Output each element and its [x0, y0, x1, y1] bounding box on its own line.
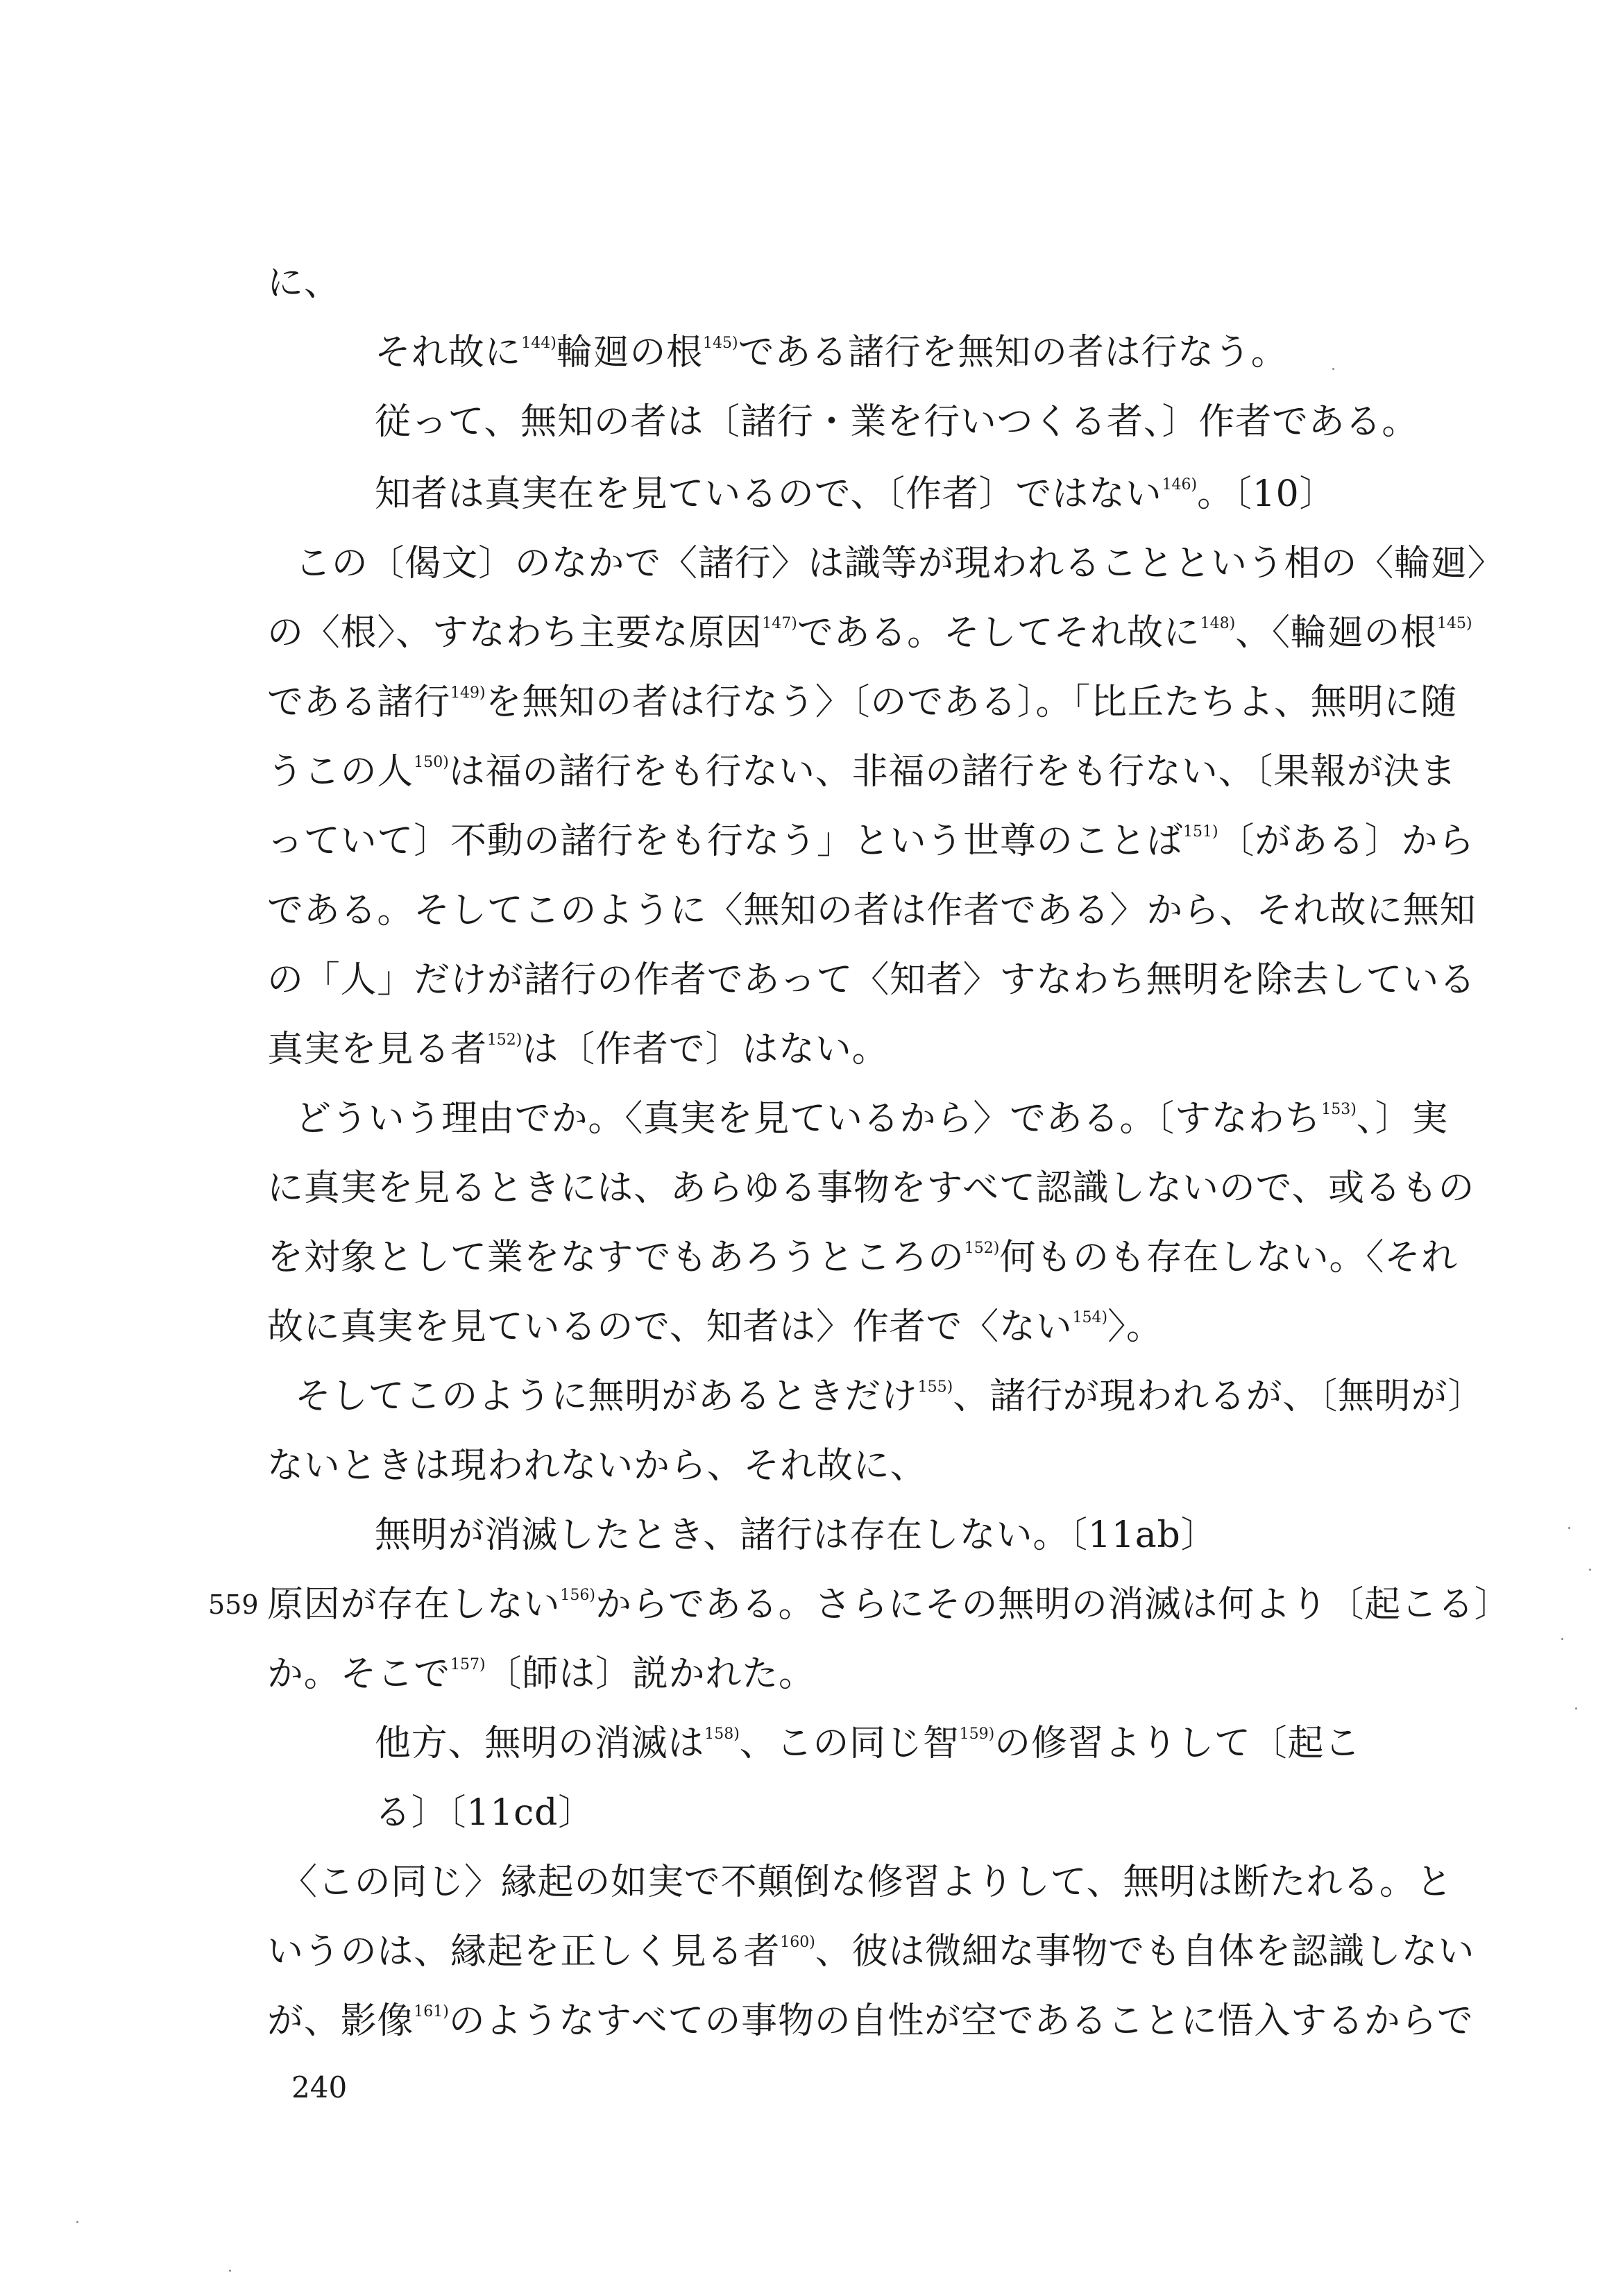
- text-line: [267, 1237, 1458, 1278]
- text-span: 〔師は〕説かれた。: [485, 1653, 815, 1695]
- text-line: [267, 890, 1476, 931]
- footnote-ref: 153): [1321, 1101, 1357, 1118]
- text-span: 、〈輪廻の根: [1235, 612, 1437, 654]
- scan-speck: [76, 2221, 78, 2223]
- text-span: 輪廻の根: [556, 332, 703, 373]
- text-line: [267, 682, 1457, 723]
- footnote-ref: 145): [1436, 615, 1472, 632]
- paragraph-first-line: [295, 543, 1504, 584]
- text-span: 知者は真実在を見ているので、〔作者〕ではない: [375, 473, 1162, 515]
- text-span: 無明が消滅したとき、諸行は存在しない。〔11ab〕: [375, 1514, 1218, 1556]
- text-span: か。そこで: [267, 1653, 451, 1695]
- text-span: 他方、無明の消滅は: [375, 1723, 705, 1764]
- text-span: この〔偈文〕のなかで〈諸行〉は識等が現われることという相の〈輪廻〉: [295, 543, 1504, 584]
- scan-speck: [1575, 1707, 1577, 1710]
- scan-speck: [1332, 368, 1334, 370]
- text-span: の修習よりして〔起こ: [994, 1723, 1361, 1764]
- text-span: 〈この同じ〉縁起の如実で不顛倒な修習よりして、無明は断たれる。と: [281, 1862, 1453, 1903]
- verse-line: [375, 1723, 1361, 1764]
- text-line: [267, 1029, 888, 1070]
- text-span: 〔がある〕から: [1218, 820, 1475, 862]
- text-line: [267, 1306, 1163, 1348]
- text-span: を対象として業をなすでもあろうところの: [267, 1237, 965, 1278]
- text-line: [267, 1931, 1475, 1973]
- text-span: それ故に: [375, 332, 522, 373]
- text-span: どういう理由でか。〈真実を見ているから〉である。〔すなわち: [295, 1098, 1322, 1140]
- text-line: [267, 820, 1475, 862]
- text-span: 。〔10〕: [1197, 473, 1336, 515]
- text-span: は〔作者で〕はない。: [522, 1029, 889, 1070]
- scan-speck: [1568, 1527, 1570, 1529]
- footnote-ref: 148): [1200, 615, 1236, 632]
- text-span: の「人」だけが諸行の作者であって〈知者〉すなわち無明を除去している: [267, 959, 1476, 1001]
- text-span: の〈根〉、すなわち主要な原因: [267, 612, 763, 654]
- text-line: [267, 262, 341, 304]
- footnote-ref: 160): [780, 1934, 815, 1951]
- text-span: 原因が存在しない: [267, 1584, 561, 1626]
- text-span: からである。さらにその無明の消滅は何より〔起こる〕: [595, 1584, 1511, 1626]
- text-line: [267, 1445, 926, 1487]
- verse-line: [375, 473, 1336, 515]
- text-line: [267, 959, 1476, 1001]
- text-span: を無知の者は行なう〉〔のである〕。「比丘たちよ、無明に随: [485, 682, 1457, 723]
- text-span: ないときは現われないから、それ故に、: [267, 1445, 927, 1487]
- verse-line: [375, 332, 1288, 373]
- text-span: である諸行: [267, 682, 451, 723]
- footnote-ref: 161): [414, 2003, 449, 2020]
- footnote-ref: 150): [414, 754, 449, 771]
- text-span: 、〕実: [1356, 1098, 1449, 1140]
- footnote-ref: 152): [486, 1031, 522, 1049]
- footnote-ref: 154): [1072, 1309, 1108, 1326]
- text-span: である。そしてこのように〈無知の者は作者である〉から、それ故に無知: [267, 890, 1477, 931]
- text-line: [267, 612, 1472, 654]
- footnote-ref: 147): [762, 615, 797, 632]
- text-span: 〉。: [1107, 1306, 1163, 1348]
- footnote-ref: 155): [917, 1378, 953, 1396]
- text-span: 故に真実を見ているので、知者は〉作者で〈ない: [267, 1306, 1073, 1348]
- text-line: [267, 2000, 1474, 2042]
- verse-line: [375, 401, 1418, 443]
- text-span: っていて〕不動の諸行をも行なう」という世尊のことば: [267, 820, 1184, 862]
- footnote-ref: 146): [1162, 476, 1198, 493]
- text-span: いうのは、縁起を正しく見る者: [267, 1931, 781, 1973]
- text-span: 、この同じ智: [739, 1723, 960, 1764]
- margin-line-number: 559: [208, 1589, 259, 1620]
- footnote-ref: 144): [521, 335, 556, 352]
- text-span: のようなすべての事物の自性が空であることに悟入するからで: [448, 2000, 1474, 2042]
- text-span: 何ものも存在しない。〈それ: [999, 1237, 1458, 1278]
- paragraph-first-line: [281, 1862, 1453, 1903]
- text-span: 従って、無知の者は〔諸行・業を行いつくる者、〕作者である。: [375, 401, 1419, 443]
- text-span: が、影像: [267, 2000, 414, 2042]
- verse-line: [375, 1792, 595, 1834]
- text-span: 真実を見る者: [267, 1029, 487, 1070]
- text-span: 、彼は微細な事物でも自体を認識しない: [815, 1931, 1475, 1973]
- text-line: [267, 751, 1456, 793]
- text-span: である諸行を無知の者は行なう。: [738, 332, 1288, 373]
- footnote-ref: 156): [560, 1587, 595, 1604]
- text-line: [267, 1653, 815, 1695]
- text-line: [267, 1584, 1511, 1626]
- scan-speck: [229, 2270, 231, 2272]
- text-span: る〕〔11cd〕: [375, 1792, 595, 1834]
- footnote-ref: 149): [450, 684, 486, 702]
- scan-speck: [1561, 1638, 1563, 1640]
- page-number: 240: [291, 2070, 348, 2104]
- footnote-ref: 158): [704, 1725, 740, 1743]
- footnote-ref: 145): [702, 335, 738, 352]
- paragraph-first-line: [295, 1376, 1484, 1417]
- scan-speck: [1589, 1569, 1591, 1571]
- text-span: に、: [267, 262, 341, 304]
- footnote-ref: 159): [959, 1725, 995, 1743]
- text-span: は福の諸行をも行ない、非福の諸行をも行ない、〔果報が決ま: [448, 751, 1457, 793]
- footnote-ref: 151): [1183, 823, 1218, 841]
- verse-line: [375, 1514, 1217, 1556]
- text-span: に真実を見るときには、あらゆる事物をすべて認識しないので、或るもの: [267, 1167, 1475, 1209]
- paragraph-first-line: [295, 1098, 1448, 1140]
- text-span: そしてこのように無明があるときだけ: [295, 1376, 918, 1417]
- text-line: [267, 1167, 1475, 1209]
- footnote-ref: 152): [964, 1240, 1000, 1257]
- text-span: 、諸行が現われるが、〔無明が〕: [953, 1376, 1485, 1417]
- text-span: である。そしてそれ故に: [797, 612, 1200, 654]
- text-span: うこの人: [267, 751, 414, 793]
- footnote-ref: 157): [450, 1656, 486, 1673]
